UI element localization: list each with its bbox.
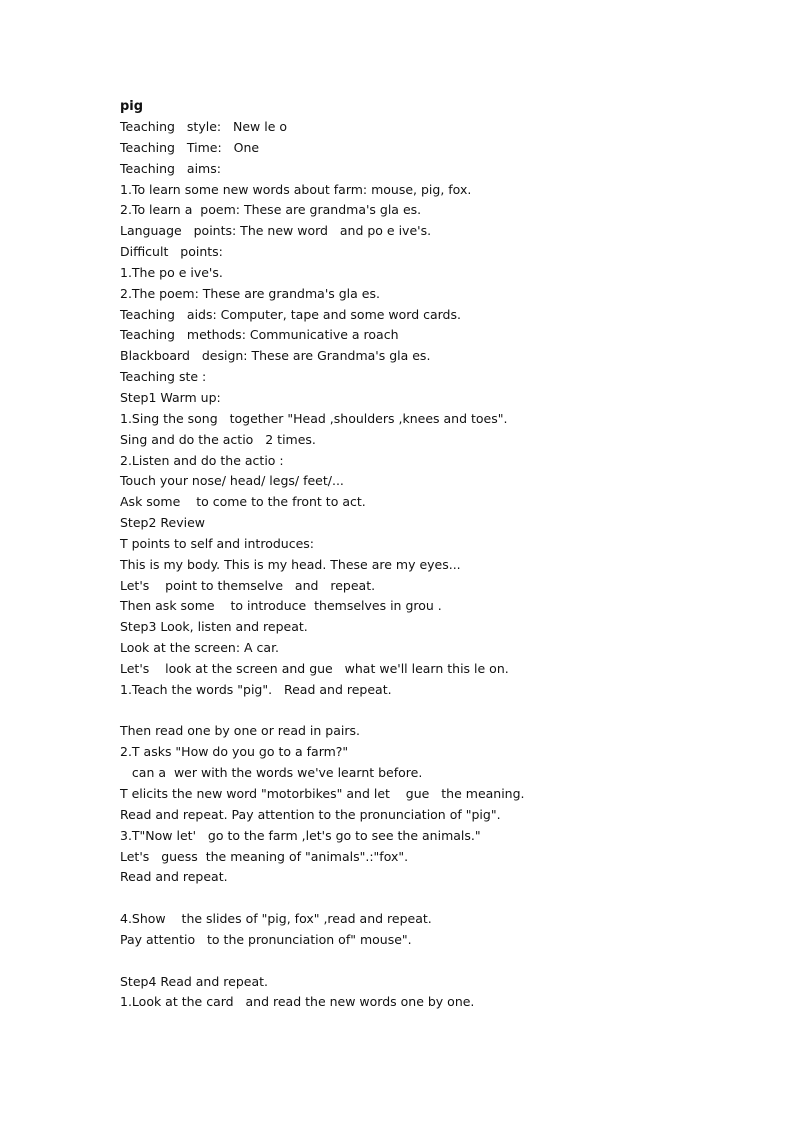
text-line: Let's look at the screen and gue what we'll learn this le on. (120, 660, 509, 676)
blank-line (120, 888, 760, 909)
text-line: Sing and do the actio 2 times. (120, 431, 316, 447)
blank-line (120, 951, 760, 972)
text-line: 1.Sing the song together "Head ,shoulders ,knees and toes". (120, 410, 508, 426)
text-line: Let's point to themselve and repeat. (120, 577, 376, 593)
text-line: Teaching methods: Communicative a roach (120, 327, 399, 343)
text-line: Step1 Warm up: (120, 389, 221, 405)
text-line: 1.To learn some new words about farm: mouse, pig, fox. (120, 181, 472, 197)
text-line: T elicits the new word "motorbikes" and let gue the meaning. (120, 786, 525, 801)
text-line: Step3 Look, listen and repeat. (120, 619, 308, 635)
text-line: 4.Show the slides of "pig, fox" ,read and repeat. (120, 911, 432, 927)
text-line: Step2 Review (120, 515, 205, 531)
text-line: Then ask some to introduce themselves in grou . (120, 598, 442, 614)
document-body (120, 117, 760, 1013)
text-line: Then read one by one or read in pairs. (120, 723, 360, 739)
text-line: Read and repeat. Pay attention to the pronunciation of "pig". (120, 806, 501, 822)
text-line: Teaching Time: One (120, 139, 260, 155)
text-line: Touch your nose/ head/ legs/ feet/... (120, 473, 344, 489)
text-line: Teaching aids: Computer, tape and some word cards. (120, 306, 461, 322)
text-line: Pay attentio to the pronunciation of" mouse". (120, 931, 412, 947)
text-line: T points to self and introduces: (120, 535, 314, 551)
text-line: 2.To learn a poem: These are grandma's gla es. (120, 202, 422, 218)
text-line: Teaching style: New le o (120, 119, 288, 134)
blank-line (120, 701, 760, 722)
document-page (120, 96, 760, 1013)
text-line: 1.Look at the card and read the new words one by one. (120, 994, 475, 1010)
text-line: Language points: The new word and po e ive's. (120, 223, 432, 239)
text-line: 1.Teach the words "pig". Read and repeat. (120, 681, 392, 697)
text-line: 2.T asks "How do you go to a farm?" (120, 744, 349, 760)
text-line: Look at the screen: A car. (120, 640, 280, 656)
text-line: 3.T"Now let' go to the farm ,let's go to see the animals." (120, 827, 481, 843)
text-line: Teaching aims: (120, 160, 221, 176)
text-line: This is my body. This is my head. These are my eyes... (120, 556, 461, 572)
text-line: Blackboard design: These are Grandma's gla es. (120, 348, 431, 364)
text-line: 2.The poem: These are grandma's gla es. (120, 285, 380, 301)
text-line: Ask some to come to the front to act. (120, 494, 366, 510)
text-line: Difficult points: (120, 244, 223, 260)
text-line: Read and repeat. (120, 869, 228, 885)
text-line: can a wer with the words we've learnt before. (120, 765, 423, 781)
text-line: Let's guess the meaning of "animals".:"fox". (120, 848, 409, 864)
text-line: 1.The po e ive's. (120, 264, 223, 280)
text-line: Teaching ste : (120, 369, 207, 385)
document-title: pig (120, 99, 144, 114)
text-line: 2.Listen and do the actio : (120, 452, 284, 468)
text-line: Step4 Read and repeat. (120, 973, 268, 989)
